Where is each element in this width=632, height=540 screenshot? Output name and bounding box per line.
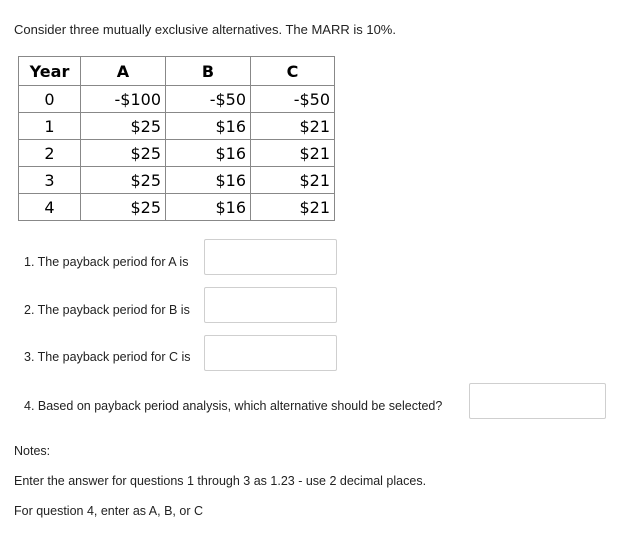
header-a: A bbox=[81, 57, 166, 86]
cash-flow-table bbox=[18, 56, 335, 221]
cell-c: $21 bbox=[251, 140, 335, 167]
cell-b: $16 bbox=[166, 140, 251, 167]
cell-a: $25 bbox=[81, 113, 166, 140]
question-4-label: 4. Based on payback period analysis, which alternative should be selected? bbox=[24, 399, 443, 413]
cell-a: $25 bbox=[81, 140, 166, 167]
table-row bbox=[19, 140, 335, 167]
cell-a: $25 bbox=[81, 194, 166, 221]
answer-4-input[interactable] bbox=[469, 383, 606, 419]
question-1-label: 1. The payback period for A is bbox=[24, 255, 189, 269]
table-row bbox=[19, 167, 335, 194]
problem-statement: Consider three mutually exclusive alternatives. The MARR is 10%. bbox=[14, 22, 396, 37]
cell-year: 3 bbox=[19, 167, 81, 194]
cell-b: $16 bbox=[166, 167, 251, 194]
question-2-label: 2. The payback period for B is bbox=[24, 303, 190, 317]
cell-year: 0 bbox=[19, 86, 81, 113]
cell-c: $21 bbox=[251, 167, 335, 194]
cell-year: 2 bbox=[19, 140, 81, 167]
table-row bbox=[19, 86, 335, 113]
notes-line-2: For question 4, enter as A, B, or C bbox=[14, 504, 203, 518]
answer-3-input[interactable] bbox=[204, 335, 337, 371]
answer-1-input[interactable] bbox=[204, 239, 337, 275]
cell-b: -$50 bbox=[166, 86, 251, 113]
question-3-label: 3. The payback period for C is bbox=[24, 350, 191, 364]
answer-2-input[interactable] bbox=[204, 287, 337, 323]
table-header-row bbox=[19, 57, 335, 86]
header-c: C bbox=[251, 57, 335, 86]
cell-year: 1 bbox=[19, 113, 81, 140]
header-b: B bbox=[166, 57, 251, 86]
table-row bbox=[19, 113, 335, 140]
cell-b: $16 bbox=[166, 194, 251, 221]
cell-c: $21 bbox=[251, 113, 335, 140]
cell-c: $21 bbox=[251, 194, 335, 221]
table-row bbox=[19, 194, 335, 221]
cell-year: 4 bbox=[19, 194, 81, 221]
cell-c: -$50 bbox=[251, 86, 335, 113]
cell-a: -$100 bbox=[81, 86, 166, 113]
notes-line-1: Enter the answer for questions 1 through 3 as 1.23 - use 2 decimal places. bbox=[14, 474, 427, 488]
notes-heading: Notes: bbox=[14, 444, 51, 458]
header-year: Year bbox=[19, 57, 81, 86]
cell-a: $25 bbox=[81, 167, 166, 194]
cell-b: $16 bbox=[166, 113, 251, 140]
